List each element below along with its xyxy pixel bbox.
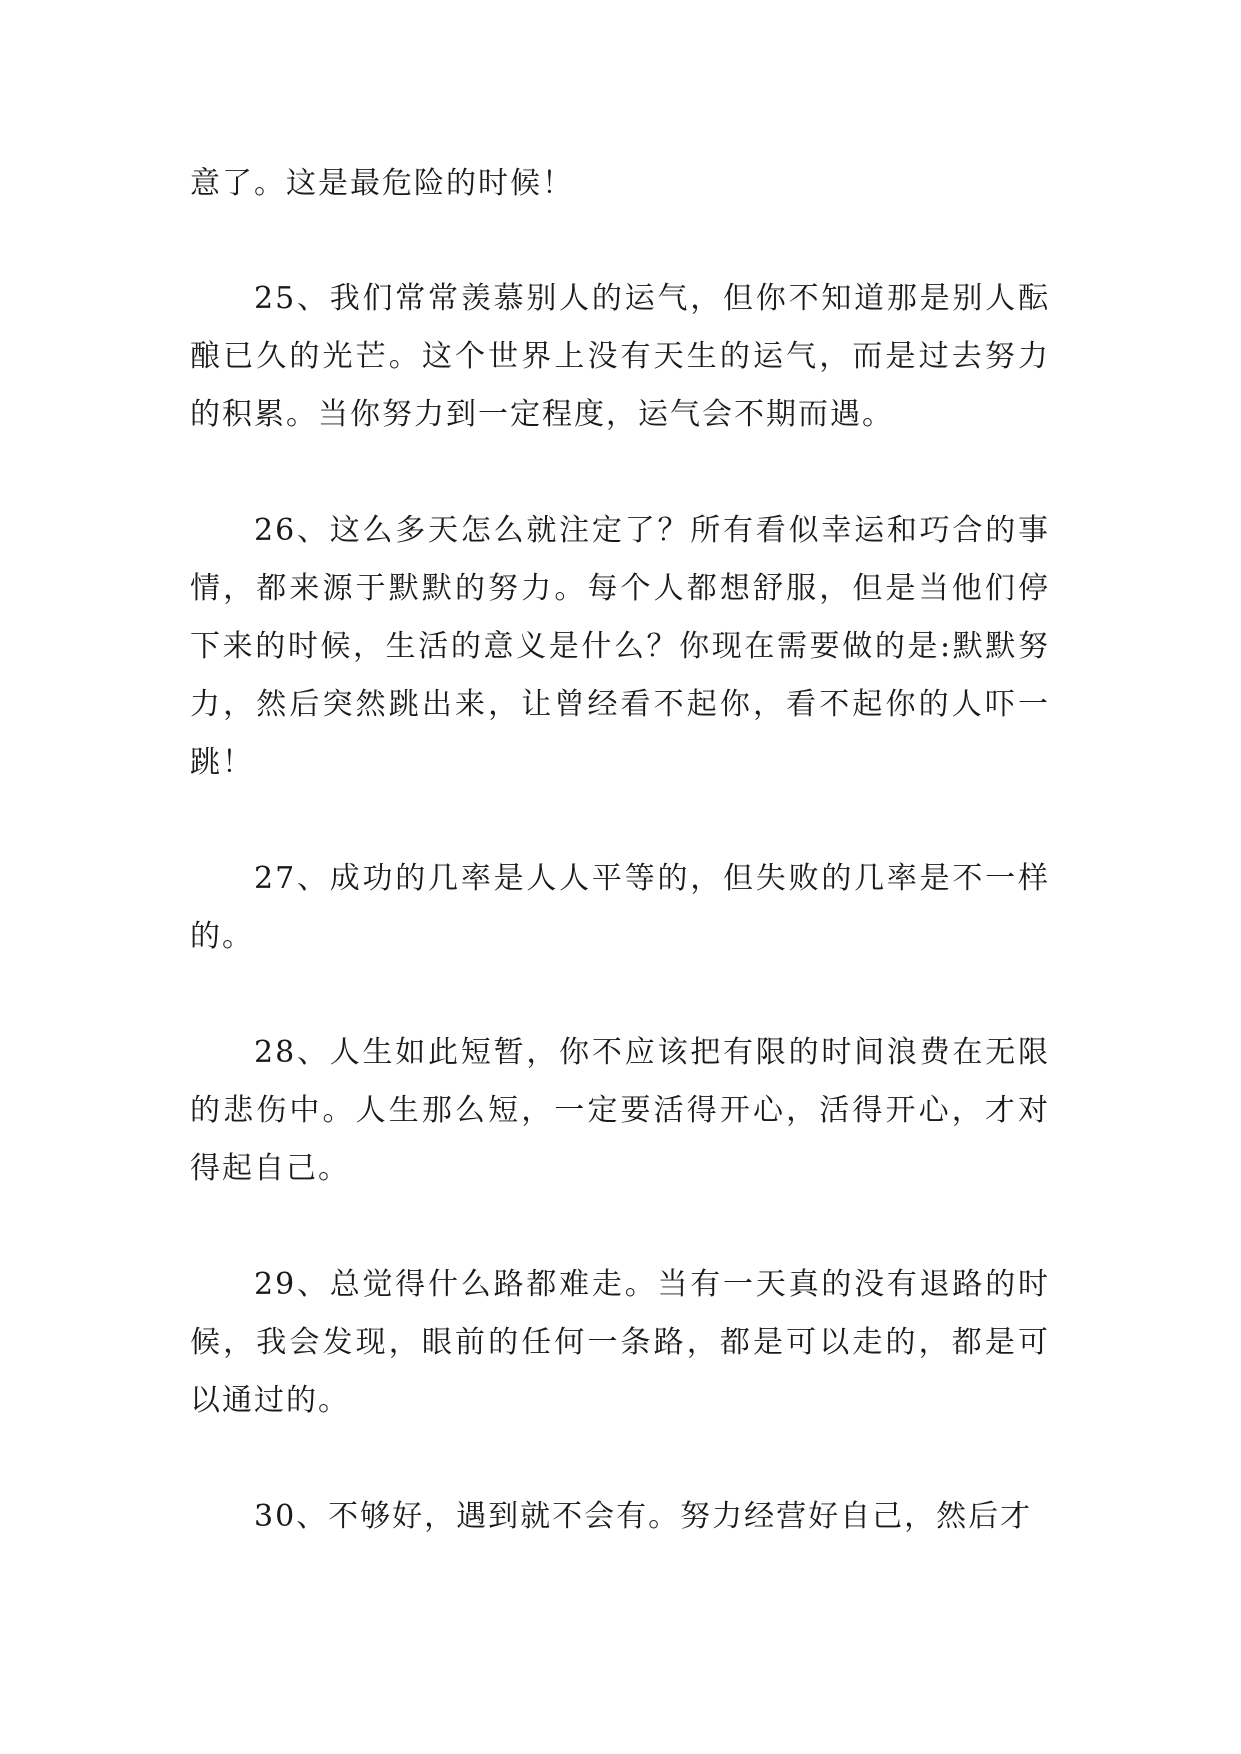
paragraph-26: 26、这么多天怎么就注定了？所有看似幸运和巧合的事情，都来源于默默的努力。每个人都想舒服，但是当他们停下来的时候，生活的意义是什么？你现在需要做的是:默默努力，然后突然跳出来，让曾经看不起你，看不起你的人吓一跳！	[190, 513, 1050, 780]
paragraph-28: 28、人生如此短暂，你不应该把有限的时间浪费在无限的悲伤中。人生那么短，一定要活得开心，活得开心，才对得起自己。	[190, 1035, 1050, 1186]
paragraph-continuation: 意了。这是最危险的时候！	[190, 166, 574, 201]
paragraph-27: 27、成功的几率是人人平等的，但失败的几率是不一样的。	[190, 861, 1050, 954]
paragraph-29: 29、总觉得什么路都难走。当有一天真的没有退路的时候，我会发现，眼前的任何一条路，都是可以走的，都是可以通过的。	[190, 1267, 1050, 1418]
paragraph-25: 25、我们常常羡慕别人的运气，但你不知道那是别人酝酿已久的光芒。这个世界上没有天生的运气，而是过去努力的积累。当你努力到一定程度，运气会不期而遇。	[190, 281, 1050, 432]
paragraph-30: 30、不够好，遇到就不会有。努力经营好自己，然后才	[254, 1499, 1033, 1534]
